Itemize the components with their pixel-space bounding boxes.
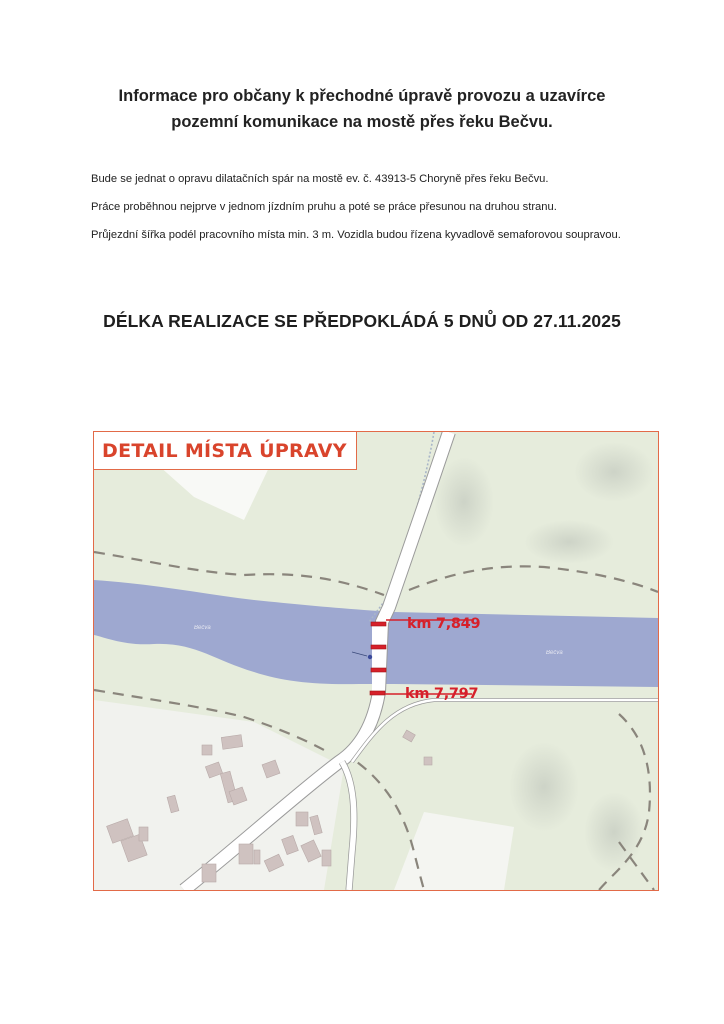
paragraph-repair-description: Bude se jednat o opravu dilatačních spár na mostě ev. č. 43913-5 Choryně přes řeku Bečvu. bbox=[91, 173, 549, 185]
map-graphic bbox=[94, 432, 658, 890]
map-detail bbox=[93, 431, 659, 891]
river-label-left: Bečva bbox=[194, 625, 211, 631]
km-marker-7849: km 7,849 bbox=[407, 616, 481, 632]
bridge-deck bbox=[372, 622, 384, 692]
document-title bbox=[0, 83, 724, 135]
km-marker-7797: km 7,797 bbox=[405, 686, 479, 702]
title-line-2: pozemní komunikace na mostě přes řeku Bečvu. bbox=[171, 113, 553, 131]
title-line-1: Informace pro občany k přechodné úpravě provozu a uzavírce bbox=[118, 87, 606, 105]
map-title-label: DETAIL MÍSTA ÚPRAVY bbox=[94, 432, 357, 470]
paragraph-traffic-control: Průjezdní šířka podél pracovního místa min. 3 m. Vozidla budou řízena kyvadlově semaforovou soupravou. bbox=[91, 229, 621, 241]
paragraph-work-phases: Práce proběhnou nejprve v jednom jízdním pruhu a poté se práce přesunou na druhou stranu. bbox=[91, 201, 557, 213]
gauge-point-icon bbox=[368, 655, 372, 659]
river-label-right: Bečva bbox=[546, 650, 563, 656]
duration-banner: DÉLKA REALIZACE SE PŘEDPOKLÁDÁ 5 DNŮ OD 27.11.2025 bbox=[103, 311, 621, 331]
